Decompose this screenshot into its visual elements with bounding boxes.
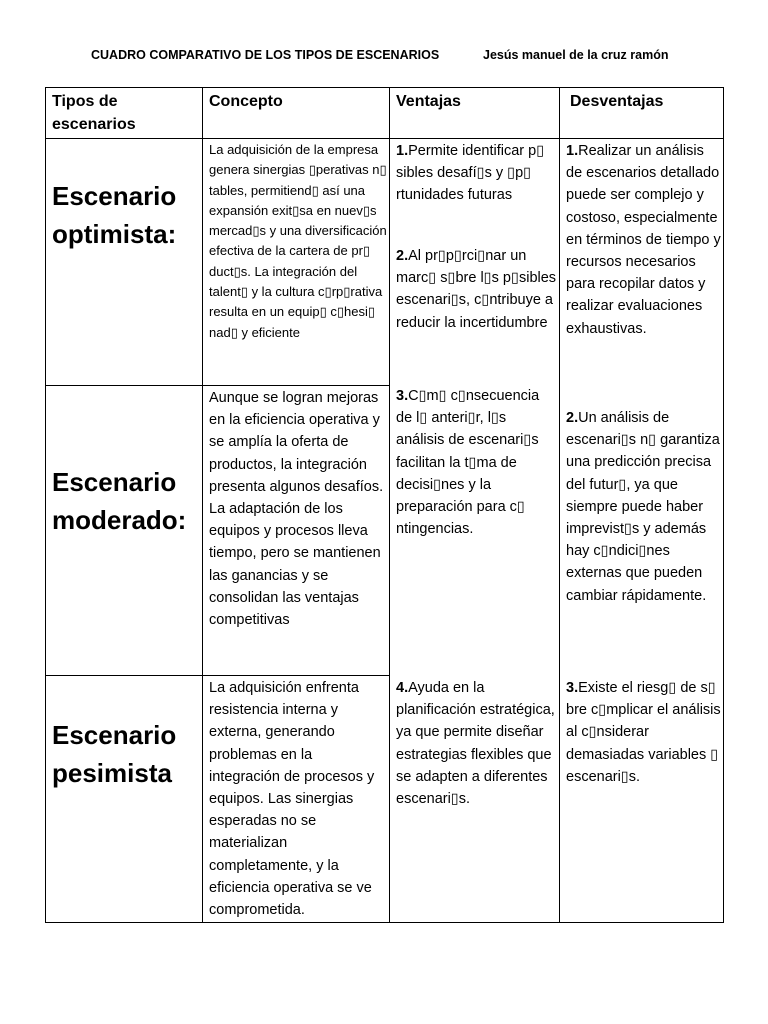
ventaja-text: Ayuda en la planificación estratégica, ya que permite diseñar estrategias flexibles que se adapten a diferentes escenari▯​s. (396, 680, 555, 808)
column-header-concepto: Concepto (209, 93, 283, 110)
concepto-optimista: La adquisición de la empresa genera sinergias ▯​perativas n▯​tables, permitiend▯​ así una expansión exit▯​sa en nuev▯​s mercad▯​s y una diversificación efectiva de la cartera de pr▯​duct▯​s. La integración del talent▯​ y la cultura c▯​rp▯​rativa resulta en un equip▯​ c▯​hesi▯​nad▯​ y eficiente (209, 142, 387, 340)
column-divider-1 (202, 87, 203, 923)
table-border-top (45, 87, 724, 88)
concepto-pesimista: La adquisición enfrenta resistencia interna y externa, generando problemas en la integración de procesos y equipos. Las sinergias esperadas no se materializan completamente, y la eficiencia operativa se ve comprometida. (209, 680, 375, 919)
column-divider-2 (389, 87, 390, 923)
table-border-left (45, 87, 46, 923)
ventaja-item (396, 677, 557, 810)
row-divider-1 (45, 385, 390, 386)
column-divider-3 (559, 87, 560, 923)
row-divider-2 (45, 675, 390, 676)
scenario-moderado: Escenario moderado: (52, 467, 187, 535)
column-header-ventajas: Ventajas (396, 93, 461, 110)
desventaja-text: Existe el riesg▯​ de s▯​bre c▯​mplicar el análisis al c▯​nsiderar demasiadas variables ▯​ escenari▯​s. (566, 680, 721, 785)
author-name: Jesús manuel de la cruz ramón (483, 48, 669, 62)
desventaja-item (566, 407, 721, 607)
scenario-optimista: Escenario optimista: (52, 181, 177, 249)
ventaja-number: 3. (396, 388, 409, 404)
desventaja-text: Realizar un análisis de escenarios detallado puede ser complejo y costoso, especialmente en términos de tiempo y recursos necesarios para recopilar datos y realizar evaluaciones exhaustivas. (566, 143, 721, 337)
ventaja-number: 1. (396, 143, 409, 159)
table-border-right (723, 87, 724, 923)
desventaja-number: 1. (566, 143, 579, 159)
ventaja-item (396, 385, 557, 540)
desventaja-item (566, 677, 721, 788)
ventaja-number: 2. (396, 248, 409, 264)
ventaja-text: Permite identificar p▯​sibles desafí▯​s y ▯​p▯​rtunidades futuras (396, 143, 545, 204)
ventaja-number: 4. (396, 680, 409, 696)
column-header-tipos: Tipos de escenarios (52, 93, 136, 133)
column-header-desventajas: Desventajas (570, 93, 664, 110)
concepto-moderado: Aunque se logran mejoras en la eficiencia operativa y se amplía la oferta de productos, la integración presenta algunos desafíos. La adaptación de los equipos y procesos lleva tiempo, pero se mantienen las ganancias y se consolidan las ventajas competitivas (209, 390, 384, 629)
ventaja-item (396, 140, 557, 207)
ventaja-text: Al pr▯​p▯​rci▯​nar un marc▯​ s▯​bre l▯​s p▯​sibles escenari▯​s, c▯​ntribuye a reducir la incertidumbre (396, 248, 557, 331)
comparison-table (45, 87, 724, 923)
desventaja-number: 3. (566, 680, 579, 696)
scenario-pesimista: Escenario pesimista (52, 720, 177, 788)
desventaja-item (566, 140, 721, 340)
table-border-bottom (45, 922, 724, 923)
desventaja-number: 2. (566, 410, 579, 426)
document-title: CUADRO COMPARATIVO DE LOS TIPOS DE ESCENARIOS (91, 48, 440, 62)
ventaja-text: C▯​m▯​ c▯​nsecuencia de l▯​ anteri▯​r, l▯​s análisis de escenari▯​s facilitan la t▯​ma de decisi▯​nes y la preparación para c▯​ntingencias. (396, 388, 540, 538)
desventaja-text: Un análisis de escenari▯​s n▯​ garantiza una predicción precisa del futur▯​, ya que siempre puede haber imprevist▯​s y además hay c▯​ndici▯​nes externas que pueden cambiar rápidamente. (566, 410, 720, 604)
document-header (0, 48, 768, 68)
header-row-divider (45, 138, 724, 139)
ventaja-item (396, 245, 557, 334)
